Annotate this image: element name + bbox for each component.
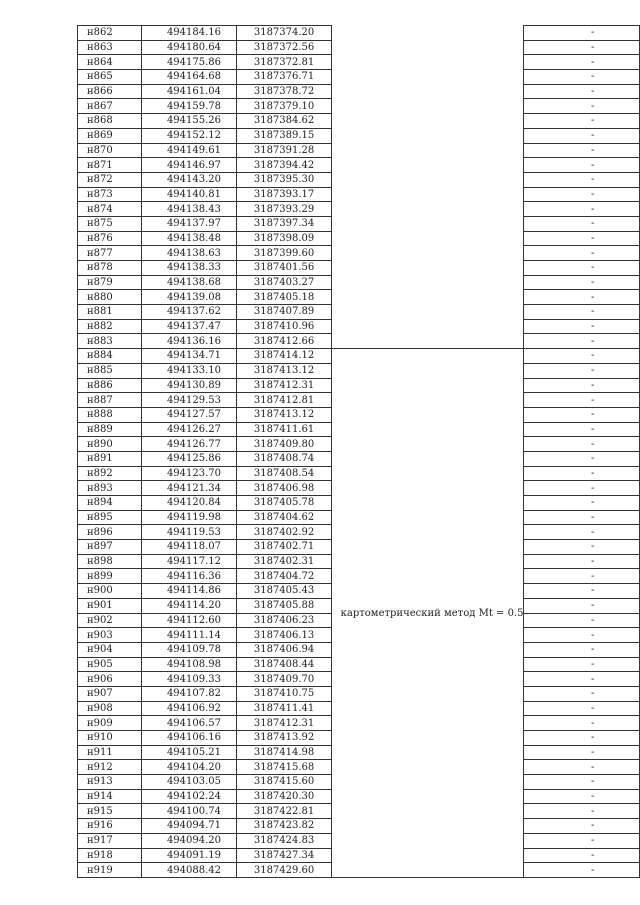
- dash-cell: -: [524, 628, 640, 643]
- y-coordinate-cell: 3187415.60: [236, 775, 331, 790]
- y-coordinate-cell: 3187391.28: [236, 143, 331, 158]
- dash-cell: -: [524, 481, 640, 496]
- point-name-cell: н896: [78, 525, 142, 540]
- point-name-cell: н877: [78, 246, 142, 261]
- x-coordinate-cell: 494180.64: [141, 40, 236, 55]
- point-name-cell: н894: [78, 496, 142, 511]
- x-coordinate-cell: 494140.81: [141, 187, 236, 202]
- method-cell-empty: [331, 305, 524, 320]
- point-name-cell: н880: [78, 290, 142, 305]
- dash-cell: -: [524, 584, 640, 599]
- x-coordinate-cell: 494123.70: [141, 466, 236, 481]
- dash-cell: -: [524, 496, 640, 511]
- method-cell-empty: [331, 55, 524, 70]
- dash-cell: -: [524, 731, 640, 746]
- table-row: [78, 305, 640, 320]
- table-row: [78, 349, 640, 364]
- y-coordinate-cell: 3187378.72: [236, 84, 331, 99]
- table-row: [78, 55, 640, 70]
- method-cell-empty: [331, 261, 524, 276]
- x-coordinate-cell: 494137.62: [141, 305, 236, 320]
- y-coordinate-cell: 3187410.75: [236, 686, 331, 701]
- point-name-cell: н912: [78, 760, 142, 775]
- y-coordinate-cell: 3187393.29: [236, 202, 331, 217]
- y-coordinate-cell: 3187408.54: [236, 466, 331, 481]
- x-coordinate-cell: 494109.33: [141, 672, 236, 687]
- dash-cell: -: [524, 70, 640, 85]
- y-coordinate-cell: 3187409.70: [236, 672, 331, 687]
- y-coordinate-cell: 3187393.17: [236, 187, 331, 202]
- point-name-cell: н883: [78, 334, 142, 349]
- x-coordinate-cell: 494114.20: [141, 598, 236, 613]
- dash-cell: -: [524, 128, 640, 143]
- method-cell-empty: [331, 158, 524, 173]
- x-coordinate-cell: 494104.20: [141, 760, 236, 775]
- x-coordinate-cell: 494111.14: [141, 628, 236, 643]
- dash-cell: -: [524, 613, 640, 628]
- dash-cell: -: [524, 143, 640, 158]
- dash-cell: -: [524, 789, 640, 804]
- x-coordinate-cell: 494106.57: [141, 716, 236, 731]
- table-row: [78, 187, 640, 202]
- x-coordinate-cell: 494094.20: [141, 833, 236, 848]
- x-coordinate-cell: 494112.60: [141, 613, 236, 628]
- y-coordinate-cell: 3187374.20: [236, 26, 331, 41]
- point-name-cell: н910: [78, 731, 142, 746]
- point-name-cell: н904: [78, 642, 142, 657]
- y-coordinate-cell: 3187413.12: [236, 363, 331, 378]
- dash-cell: -: [524, 363, 640, 378]
- x-coordinate-cell: 494102.24: [141, 789, 236, 804]
- point-name-cell: н885: [78, 363, 142, 378]
- dash-cell: -: [524, 701, 640, 716]
- y-coordinate-cell: 3187405.43: [236, 584, 331, 599]
- dash-cell: -: [524, 231, 640, 246]
- table-row: [78, 216, 640, 231]
- method-cell-empty: [331, 70, 524, 85]
- point-name-cell: н864: [78, 55, 142, 70]
- dash-cell: -: [524, 216, 640, 231]
- dash-cell: -: [524, 349, 640, 364]
- point-name-cell: н908: [78, 701, 142, 716]
- dash-cell: -: [524, 775, 640, 790]
- method-cell-empty: [331, 99, 524, 114]
- y-coordinate-cell: 3187411.61: [236, 422, 331, 437]
- table-row: [78, 84, 640, 99]
- point-name-cell: н900: [78, 584, 142, 599]
- point-name-cell: н893: [78, 481, 142, 496]
- dash-cell: -: [524, 407, 640, 422]
- y-coordinate-cell: 3187422.81: [236, 804, 331, 819]
- dash-cell: -: [524, 819, 640, 834]
- table-row: [78, 261, 640, 276]
- x-coordinate-cell: 494139.08: [141, 290, 236, 305]
- x-coordinate-cell: 494175.86: [141, 55, 236, 70]
- table-row: [78, 128, 640, 143]
- y-coordinate-cell: 3187402.92: [236, 525, 331, 540]
- x-coordinate-cell: 494130.89: [141, 378, 236, 393]
- y-coordinate-cell: 3187405.78: [236, 496, 331, 511]
- dash-cell: -: [524, 172, 640, 187]
- y-coordinate-cell: 3187394.42: [236, 158, 331, 173]
- point-name-cell: н870: [78, 143, 142, 158]
- point-name-cell: н899: [78, 569, 142, 584]
- point-name-cell: н875: [78, 216, 142, 231]
- point-name-cell: н918: [78, 848, 142, 863]
- dash-cell: -: [524, 393, 640, 408]
- y-coordinate-cell: 3187409.80: [236, 437, 331, 452]
- dash-cell: -: [524, 848, 640, 863]
- measurement-method-cell: картометрический метод Mt = 0.5: [331, 349, 524, 878]
- x-coordinate-cell: 494184.16: [141, 26, 236, 41]
- y-coordinate-cell: 3187415.68: [236, 760, 331, 775]
- table-row: [78, 334, 640, 349]
- y-coordinate-cell: 3187405.18: [236, 290, 331, 305]
- y-coordinate-cell: 3187412.66: [236, 334, 331, 349]
- y-coordinate-cell: 3187389.15: [236, 128, 331, 143]
- y-coordinate-cell: 3187411.41: [236, 701, 331, 716]
- table-row: [78, 158, 640, 173]
- x-coordinate-cell: 494094.71: [141, 819, 236, 834]
- y-coordinate-cell: 3187414.98: [236, 745, 331, 760]
- y-coordinate-cell: 3187406.23: [236, 613, 331, 628]
- x-coordinate-cell: 494138.68: [141, 275, 236, 290]
- y-coordinate-cell: 3187420.30: [236, 789, 331, 804]
- point-name-cell: н872: [78, 172, 142, 187]
- point-name-cell: н909: [78, 716, 142, 731]
- x-coordinate-cell: 494137.97: [141, 216, 236, 231]
- table-row: [78, 319, 640, 334]
- point-name-cell: н881: [78, 305, 142, 320]
- dash-cell: -: [524, 686, 640, 701]
- y-coordinate-cell: 3187408.44: [236, 657, 331, 672]
- y-coordinate-cell: 3187412.31: [236, 716, 331, 731]
- x-coordinate-cell: 494106.16: [141, 731, 236, 746]
- y-coordinate-cell: 3187413.92: [236, 731, 331, 746]
- x-coordinate-cell: 494133.10: [141, 363, 236, 378]
- point-name-cell: н915: [78, 804, 142, 819]
- point-name-cell: н889: [78, 422, 142, 437]
- dash-cell: -: [524, 598, 640, 613]
- method-cell-empty: [331, 216, 524, 231]
- x-coordinate-cell: 494103.05: [141, 775, 236, 790]
- dash-cell: -: [524, 422, 640, 437]
- y-coordinate-cell: 3187379.10: [236, 99, 331, 114]
- x-coordinate-cell: 494125.86: [141, 451, 236, 466]
- point-name-cell: н895: [78, 510, 142, 525]
- dash-cell: -: [524, 290, 640, 305]
- dash-cell: -: [524, 657, 640, 672]
- dash-cell: -: [524, 437, 640, 452]
- y-coordinate-cell: 3187423.82: [236, 819, 331, 834]
- x-coordinate-cell: 494137.47: [141, 319, 236, 334]
- point-name-cell: н907: [78, 686, 142, 701]
- y-coordinate-cell: 3187410.96: [236, 319, 331, 334]
- dash-cell: -: [524, 187, 640, 202]
- table-row: [78, 275, 640, 290]
- point-name-cell: н884: [78, 349, 142, 364]
- x-coordinate-cell: 494143.20: [141, 172, 236, 187]
- point-name-cell: н901: [78, 598, 142, 613]
- method-cell-empty: [331, 26, 524, 41]
- table-row: [78, 70, 640, 85]
- dash-cell: -: [524, 760, 640, 775]
- y-coordinate-cell: 3187412.31: [236, 378, 331, 393]
- table-row: [78, 290, 640, 305]
- point-name-cell: н905: [78, 657, 142, 672]
- dash-cell: -: [524, 378, 640, 393]
- x-coordinate-cell: 494091.19: [141, 848, 236, 863]
- x-coordinate-cell: 494159.78: [141, 99, 236, 114]
- y-coordinate-cell: 3187427.34: [236, 848, 331, 863]
- x-coordinate-cell: 494120.84: [141, 496, 236, 511]
- y-coordinate-cell: 3187399.60: [236, 246, 331, 261]
- y-coordinate-cell: 3187372.56: [236, 40, 331, 55]
- x-coordinate-cell: 494136.16: [141, 334, 236, 349]
- dash-cell: -: [524, 99, 640, 114]
- y-coordinate-cell: 3187413.12: [236, 407, 331, 422]
- x-coordinate-cell: 494149.61: [141, 143, 236, 158]
- y-coordinate-cell: 3187407.89: [236, 305, 331, 320]
- x-coordinate-cell: 494114.86: [141, 584, 236, 599]
- dash-cell: -: [524, 319, 640, 334]
- dash-cell: -: [524, 745, 640, 760]
- y-coordinate-cell: 3187412.81: [236, 393, 331, 408]
- point-name-cell: н916: [78, 819, 142, 834]
- method-cell-empty: [331, 114, 524, 129]
- y-coordinate-cell: 3187424.83: [236, 833, 331, 848]
- point-name-cell: н868: [78, 114, 142, 129]
- dash-cell: -: [524, 40, 640, 55]
- method-cell-empty: [331, 334, 524, 349]
- y-coordinate-cell: 3187376.71: [236, 70, 331, 85]
- x-coordinate-cell: 494138.33: [141, 261, 236, 276]
- method-cell-empty: [331, 172, 524, 187]
- table-row: [78, 99, 640, 114]
- dash-cell: -: [524, 716, 640, 731]
- method-cell-empty: [331, 40, 524, 55]
- point-name-cell: н862: [78, 26, 142, 41]
- point-name-cell: н863: [78, 40, 142, 55]
- y-coordinate-cell: 3187404.62: [236, 510, 331, 525]
- point-name-cell: н906: [78, 672, 142, 687]
- dash-cell: -: [524, 540, 640, 555]
- y-coordinate-cell: 3187408.74: [236, 451, 331, 466]
- x-coordinate-cell: 494107.82: [141, 686, 236, 701]
- dash-cell: -: [524, 554, 640, 569]
- point-name-cell: н888: [78, 407, 142, 422]
- method-cell-empty: [331, 290, 524, 305]
- point-name-cell: н919: [78, 863, 142, 878]
- y-coordinate-cell: 3187406.94: [236, 642, 331, 657]
- point-name-cell: н876: [78, 231, 142, 246]
- x-coordinate-cell: 494138.43: [141, 202, 236, 217]
- point-name-cell: н913: [78, 775, 142, 790]
- dash-cell: -: [524, 202, 640, 217]
- dash-cell: -: [524, 642, 640, 657]
- x-coordinate-cell: 494088.42: [141, 863, 236, 878]
- dash-cell: -: [524, 525, 640, 540]
- y-coordinate-cell: 3187429.60: [236, 863, 331, 878]
- x-coordinate-cell: 494105.21: [141, 745, 236, 760]
- point-name-cell: н874: [78, 202, 142, 217]
- point-name-cell: н887: [78, 393, 142, 408]
- point-name-cell: н865: [78, 70, 142, 85]
- point-name-cell: н891: [78, 451, 142, 466]
- x-coordinate-cell: 494100.74: [141, 804, 236, 819]
- point-name-cell: н902: [78, 613, 142, 628]
- x-coordinate-cell: 494106.92: [141, 701, 236, 716]
- dash-cell: -: [524, 305, 640, 320]
- x-coordinate-cell: 494155.26: [141, 114, 236, 129]
- point-name-cell: н866: [78, 84, 142, 99]
- table-row: [78, 202, 640, 217]
- method-cell-empty: [331, 231, 524, 246]
- dash-cell: -: [524, 114, 640, 129]
- x-coordinate-cell: 494152.12: [141, 128, 236, 143]
- y-coordinate-cell: 3187406.98: [236, 481, 331, 496]
- method-cell-empty: [331, 275, 524, 290]
- dash-cell: -: [524, 246, 640, 261]
- x-coordinate-cell: 494134.71: [141, 349, 236, 364]
- dash-cell: -: [524, 334, 640, 349]
- dash-cell: -: [524, 804, 640, 819]
- x-coordinate-cell: 494116.36: [141, 569, 236, 584]
- x-coordinate-cell: 494138.63: [141, 246, 236, 261]
- y-coordinate-cell: 3187401.56: [236, 261, 331, 276]
- method-cell-empty: [331, 319, 524, 334]
- point-name-cell: н903: [78, 628, 142, 643]
- dash-cell: -: [524, 55, 640, 70]
- table-row: [78, 246, 640, 261]
- table-row: [78, 231, 640, 246]
- table-row: [78, 40, 640, 55]
- dash-cell: -: [524, 26, 640, 41]
- y-coordinate-cell: 3187404.72: [236, 569, 331, 584]
- dash-cell: -: [524, 84, 640, 99]
- x-coordinate-cell: 494118.07: [141, 540, 236, 555]
- y-coordinate-cell: 3187398.09: [236, 231, 331, 246]
- y-coordinate-cell: 3187402.31: [236, 554, 331, 569]
- y-coordinate-cell: 3187406.13: [236, 628, 331, 643]
- coordinates-table: [77, 25, 640, 878]
- point-name-cell: н879: [78, 275, 142, 290]
- dash-cell: -: [524, 466, 640, 481]
- method-cell-empty: [331, 246, 524, 261]
- x-coordinate-cell: 494164.68: [141, 70, 236, 85]
- dash-cell: -: [524, 510, 640, 525]
- point-name-cell: н892: [78, 466, 142, 481]
- method-cell-empty: [331, 128, 524, 143]
- point-name-cell: н867: [78, 99, 142, 114]
- x-coordinate-cell: 494117.12: [141, 554, 236, 569]
- dash-cell: -: [524, 569, 640, 584]
- x-coordinate-cell: 494146.97: [141, 158, 236, 173]
- x-coordinate-cell: 494127.57: [141, 407, 236, 422]
- y-coordinate-cell: 3187395.30: [236, 172, 331, 187]
- dash-cell: -: [524, 261, 640, 276]
- dash-cell: -: [524, 863, 640, 878]
- point-name-cell: н869: [78, 128, 142, 143]
- y-coordinate-cell: 3187384.62: [236, 114, 331, 129]
- method-cell-empty: [331, 143, 524, 158]
- x-coordinate-cell: 494138.48: [141, 231, 236, 246]
- x-coordinate-cell: 494109.78: [141, 642, 236, 657]
- x-coordinate-cell: 494129.53: [141, 393, 236, 408]
- y-coordinate-cell: 3187414.12: [236, 349, 331, 364]
- y-coordinate-cell: 3187403.27: [236, 275, 331, 290]
- point-name-cell: н882: [78, 319, 142, 334]
- x-coordinate-cell: 494108.98: [141, 657, 236, 672]
- point-name-cell: н914: [78, 789, 142, 804]
- dash-cell: -: [524, 275, 640, 290]
- table-row: [78, 143, 640, 158]
- point-name-cell: н886: [78, 378, 142, 393]
- y-coordinate-cell: 3187397.34: [236, 216, 331, 231]
- point-name-cell: н897: [78, 540, 142, 555]
- point-name-cell: н873: [78, 187, 142, 202]
- dash-cell: -: [524, 451, 640, 466]
- x-coordinate-cell: 494119.98: [141, 510, 236, 525]
- method-cell-empty: [331, 187, 524, 202]
- x-coordinate-cell: 494126.77: [141, 437, 236, 452]
- dash-cell: -: [524, 158, 640, 173]
- point-name-cell: н871: [78, 158, 142, 173]
- point-name-cell: н878: [78, 261, 142, 276]
- y-coordinate-cell: 3187405.88: [236, 598, 331, 613]
- x-coordinate-cell: 494126.27: [141, 422, 236, 437]
- x-coordinate-cell: 494161.04: [141, 84, 236, 99]
- table-row: [78, 26, 640, 41]
- y-coordinate-cell: 3187402.71: [236, 540, 331, 555]
- point-name-cell: н898: [78, 554, 142, 569]
- point-name-cell: н911: [78, 745, 142, 760]
- table-row: [78, 172, 640, 187]
- y-coordinate-cell: 3187372.81: [236, 55, 331, 70]
- method-cell-empty: [331, 202, 524, 217]
- point-name-cell: н917: [78, 833, 142, 848]
- point-name-cell: н890: [78, 437, 142, 452]
- x-coordinate-cell: 494119.53: [141, 525, 236, 540]
- table-row: [78, 114, 640, 129]
- coordinates-table-body: [78, 26, 640, 878]
- dash-cell: -: [524, 833, 640, 848]
- x-coordinate-cell: 494121.34: [141, 481, 236, 496]
- method-cell-empty: [331, 84, 524, 99]
- dash-cell: -: [524, 672, 640, 687]
